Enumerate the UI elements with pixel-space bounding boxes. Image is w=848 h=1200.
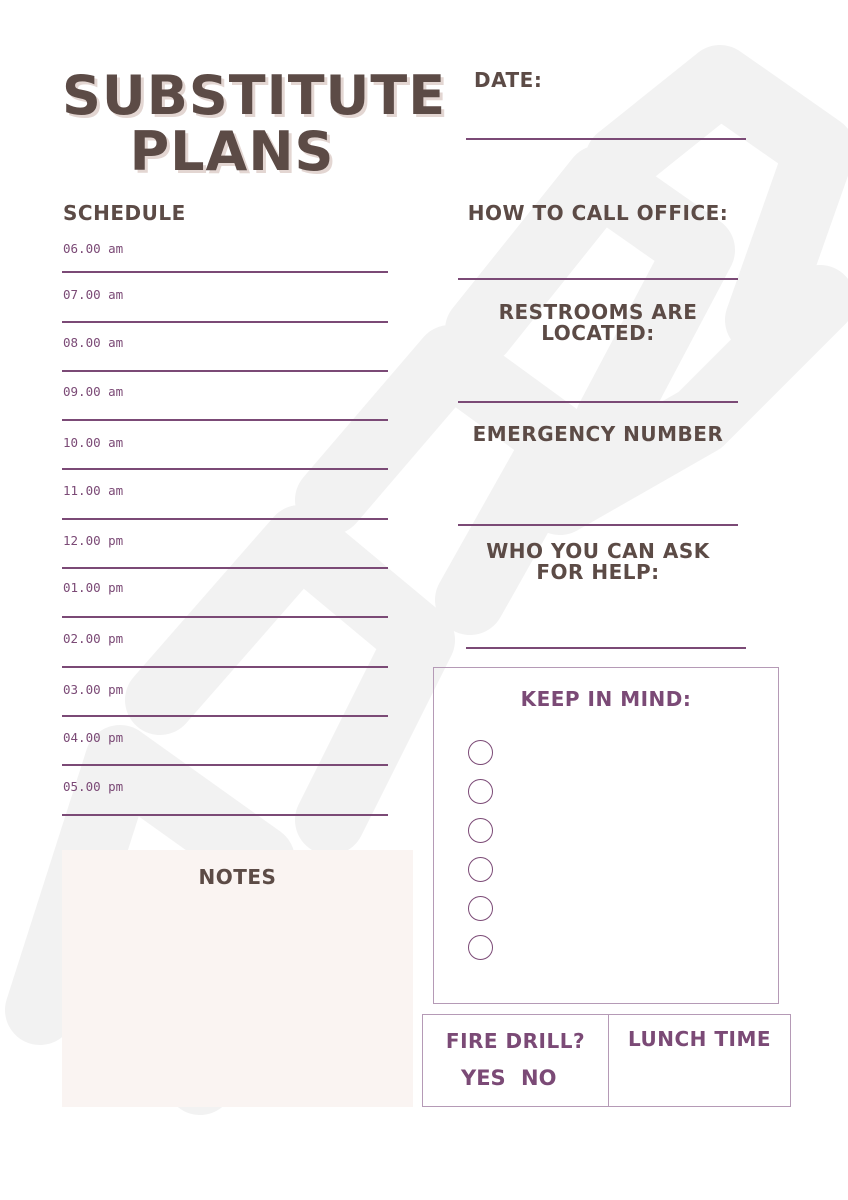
schedule-line[interactable]	[62, 419, 388, 421]
fire-drill-yes-option[interactable]: YES	[461, 1066, 506, 1090]
schedule-line[interactable]	[62, 616, 388, 618]
schedule-time: 08.00 am	[63, 335, 124, 350]
schedule-line[interactable]	[62, 764, 388, 766]
schedule-time: 04.00 pm	[63, 730, 124, 745]
schedule-line[interactable]	[62, 567, 388, 569]
schedule-time: 03.00 pm	[63, 682, 124, 697]
title-line-2: PLANS	[129, 120, 335, 183]
help-label	[458, 541, 738, 583]
call-office-label: HOW TO CALL OFFICE:	[467, 201, 729, 225]
date-line[interactable]	[466, 138, 746, 140]
schedule-line[interactable]	[62, 518, 388, 520]
schedule-time: 11.00 am	[63, 483, 124, 498]
schedule-time: 05.00 pm	[63, 779, 124, 794]
fire-drill-heading: FIRE DRILL?	[445, 1029, 586, 1053]
date-label: DATE:	[474, 68, 543, 92]
schedule-line[interactable]	[62, 715, 388, 717]
schedule-line[interactable]	[62, 321, 388, 323]
schedule-time: 07.00 am	[63, 287, 124, 302]
emergency-number-label: EMERGENCY NUMBER	[472, 422, 724, 446]
fire-drill-no-option[interactable]: NO	[521, 1066, 557, 1090]
checkbox[interactable]	[468, 740, 493, 765]
help-line[interactable]	[466, 647, 746, 649]
schedule-time: 10.00 am	[63, 435, 124, 450]
checkbox[interactable]	[468, 779, 493, 804]
schedule-time: 01.00 pm	[63, 580, 124, 595]
restrooms-label-line-1: RESTROOMS ARE	[498, 300, 698, 324]
title-line-1: SUBSTITUTE	[62, 64, 447, 127]
schedule-line[interactable]	[62, 468, 388, 470]
schedule-heading: SCHEDULE	[63, 201, 186, 225]
restrooms-label-line-2: LOCATED:	[541, 321, 655, 345]
schedule-time: 02.00 pm	[63, 631, 124, 646]
schedule-time: 06.00 am	[63, 241, 124, 256]
lunch-time-heading: LUNCH TIME	[627, 1027, 772, 1051]
checkbox[interactable]	[468, 857, 493, 882]
checkbox[interactable]	[468, 818, 493, 843]
fire-drill-box	[422, 1014, 609, 1107]
checkbox[interactable]	[468, 896, 493, 921]
schedule-line[interactable]	[62, 370, 388, 372]
help-label-line-2: FOR HELP:	[536, 560, 660, 584]
schedule-time: 09.00 am	[63, 384, 124, 399]
call-office-line[interactable]	[458, 278, 738, 280]
schedule-line[interactable]	[62, 666, 388, 668]
restrooms-label	[458, 302, 738, 344]
keep-in-mind-heading: KEEP IN MIND:	[520, 687, 692, 711]
schedule-time: 12.00 pm	[63, 533, 124, 548]
schedule-line[interactable]	[62, 271, 388, 273]
notes-heading: NOTES	[198, 865, 277, 889]
page-title	[62, 64, 447, 183]
checkbox[interactable]	[468, 935, 493, 960]
help-label-line-1: WHO YOU CAN ASK	[486, 539, 710, 563]
restrooms-line[interactable]	[458, 401, 738, 403]
emergency-number-line[interactable]	[458, 524, 738, 526]
schedule-line[interactable]	[62, 814, 388, 816]
